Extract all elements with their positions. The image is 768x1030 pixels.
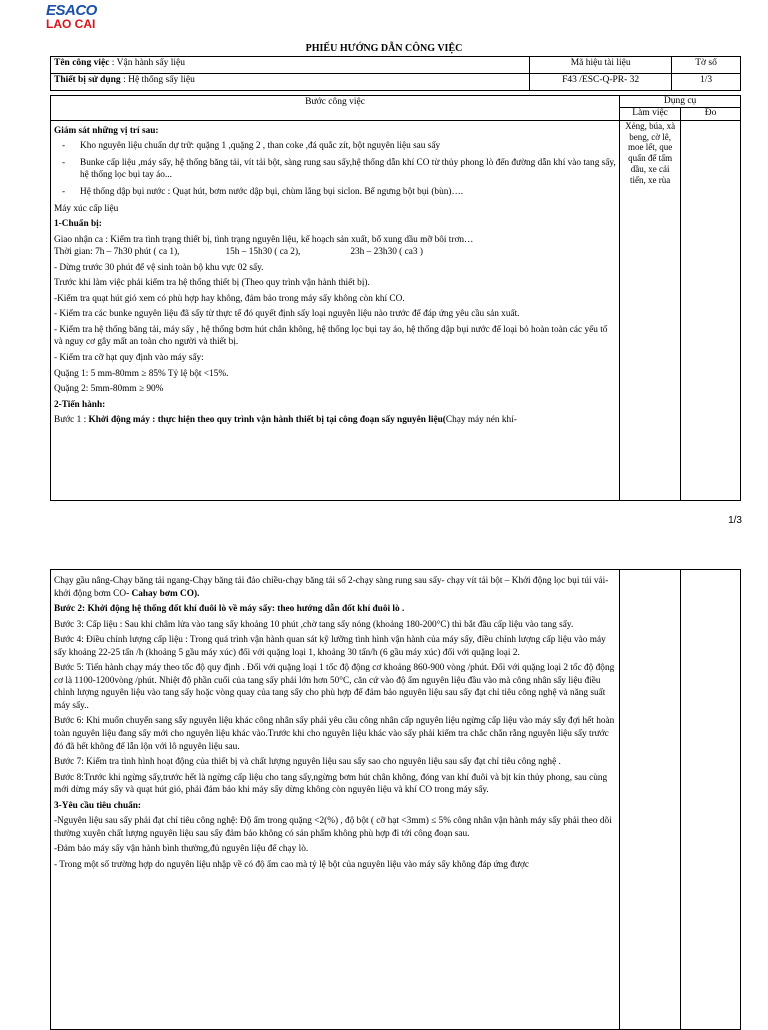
equip-value: : Hệ thống sấy liệu (123, 75, 195, 85)
document-title: PHIẾU HƯỚNG DẪN CÔNG VIỆC (305, 43, 463, 54)
doc-code-value: F43 /ESC-Q-PR- 32 (530, 74, 672, 91)
stop-text: - Dừng trước 30 phút để vệ sinh toàn bộ khu vực 02 sấy. (54, 262, 264, 273)
monitor-item: - Hệ thống dập bụi nước : Quạt hút, bơm nước dập bụi, chùm lắng bụi siclon. Bể ngưng bột bụi (bùn)…. (76, 186, 616, 199)
handover-text: Giao nhận ca : Kiểm tra tình trạng thiết bị, tình trạng nguyên liệu, kế hoạch sản xuất, bổ xung dầu mỡ bôi trơn… (54, 234, 474, 245)
doc-code-label: Mã hiệu tài liệu (530, 57, 672, 74)
time-shift-2: 15h – 15h30 ( ca 2), (225, 247, 301, 258)
monitor-item: - Kho nguyên liệu chuẩn dự trữ: quặng 1 ,quặng 2 , than coke ,đá quắc zít, bột nguyên liệu sau sấy (76, 140, 616, 153)
tools-header: Dụng cụ (620, 96, 741, 108)
step2-text: Bước 2: Khởi động hệ thống đốt khí đuôi lò về máy sấy: theo hướng dẫn đốt khí đuôi lò . (54, 604, 405, 615)
step5-text: Bước 5: Tiến hành chạy máy theo tốc độ quy định . Đối với quặng loại 1 tốc độ động cơ khoảng 860-900 vòng /phút. Đối với quặng loại 2 tốc độ động cơ là 1100-1200vòng /phút. Nhiệt độ phần cuối của tang sấy phải lớn hơn 50°C, căn cứ vào độ ẩm nguyên liệu đầu vào mà công nhân sấy liệu điều chỉnh lượng nguyên liệu vào tang sấy hoặc vòng quay của tang sấy cho phù hợp để đảm bảo nguyên liệu sau sấy đạt chỉ tiêu công nghệ và năng suất máy sấy.. (54, 663, 615, 711)
requirement-3: - Trong một số trường hợp do nguyên liệu nhập về có độ ẩm cao mà tỷ lệ bột của nguyên liệu vào máy sấy không đáp ứng được (54, 859, 529, 870)
monitor-title: Giám sát những vị trí sau: (54, 125, 159, 136)
ore1-spec: Quặng 1: 5 mm-80mm ≥ 85% Tỷ lệ bột <15%. (54, 368, 229, 379)
time-shift-1: Thời gian: 7h – 7h30 phút ( ca 1), (54, 247, 180, 258)
work-tools-cell-page2 (620, 570, 681, 1030)
steps-content (51, 120, 620, 500)
step1-text (54, 414, 616, 427)
job-cell (51, 57, 530, 74)
sheet-value: 1/3 (672, 74, 741, 91)
step7-text: Bước 7: Kiểm tra tình hình hoạt động của thiết bị và chất lượng nguyên liệu sau sấy sao cho nguyên liệu sau sấy đạt chỉ tiêu công nghệ . (54, 757, 561, 768)
step1-bold: Khởi động máy : thực hiện theo quy trình vận hành thiết bị tại công đoạn sấy nguyên liệu( (88, 415, 446, 426)
work-tools-list: Xẻng, búa, xà beng, cờ lê, moe lết, que quấn để tấm dầu, xe cải tiến, xe rùa (620, 120, 681, 500)
job-label: Tên công việc (54, 58, 110, 68)
step1-prefix: Bước 1 : (54, 415, 89, 426)
measure-tools-header: Đo (681, 108, 741, 120)
before-text: Trước khi làm việc phải kiểm tra hệ thống thiết bị (Theo quy trình vận hành thiết bị). (54, 278, 370, 289)
step4-text: Bước 4: Điều chỉnh lượng cấp liệu : Trong quá trình vận hành quan sát kỹ lưỡng tình hình vận hành của máy sấy, điều chỉnh lượng cấp liệu vào máy sấy khoảng 22-25 tấn /h (khoảng 5 gầu máy xúc) đối với quặng loại 1, khoảng 30 tấn/h (6 gầu máy xúc) đối với quặng loại 2. (54, 635, 606, 658)
step1-continued (54, 575, 616, 600)
sheet-label: Tờ số (672, 57, 741, 74)
step3-text: Bước 3: Cấp liệu : Sau khi châm lửa vào tang sấy khoảng 10 phút ,chờ tang sấy nóng (khoảng 180-200°C) thì bắt đầu cấp liệu vào tang sấy. (54, 619, 574, 630)
equip-label: Thiết bị sử dụng (54, 75, 121, 85)
step6-text: Bước 6: Khi muốn chuyển sang sấy nguyên liệu khác công nhân sấy phải yêu cầu công nhân cấp nguyên liệu ngừng cấp liệu vào máy sấy đợi hết hoàn toàn nguyên liệu đang sấy mới cho nguyên liệu khác vào.Trước khi cho nguyên liệu khác vào sấy phải kiểm tra chắc chắn rằng nguyên liệu sấy trước đó đã hết không để lẫn lộn với lô nguyên liệu sau. (54, 716, 615, 752)
requirement-2: -Đảm bảo máy sấy vận hành bình thường,đủ nguyên liệu để chạy lò. (54, 844, 309, 855)
prep-title: 1-Chuẩn bị: (54, 219, 102, 230)
step8-text: Bước 8:Trước khi ngừng sấy,trước hết là ngừng cấp liệu cho tang sấy,ngừng bơm hút chân không, đóng van khí đuôi và bịt kín thủy phong, sau cùng mới dừng máy sấy và quạt hút gió, phải đảm bảo khi máy sấy dừng không còn nguyên liệu và khí CO trong máy sấy. (54, 772, 608, 796)
check-system-text: - Kiểm tra hệ thống băng tải, máy sấy , hệ thống bơm hút chân không, hệ thống lọc bụi tay áo, hệ thống dập bụi nước để loại bỏ hoàn toàn các yếu tố và nguy cơ gây mất an toàn cho người và thiết bị. (54, 324, 608, 348)
company-logo (46, 4, 118, 31)
work-tools-header: Làm việc (620, 108, 681, 120)
check-bunker-text: - Kiểm tra các bunke nguyên liệu đã sấy từ thực tế đó quyết định sấy loại nguyên liệu nào trước để đáp ứng yêu cầu sản xuất. (54, 309, 520, 320)
exec-title: 2-Tiến hành: (54, 399, 106, 410)
page-number: 1/3 (728, 515, 742, 526)
step1-continued-text: Chạy gầu nâng-Chạy băng tải ngang-Chạy băng tải đảo chiều-chạy băng tải số 2-chạy sàng rung sau sấy- chạy vít tải bột – Khởi động lọc bụi túi vải- khởi động bơm CO (54, 576, 609, 599)
time-row (54, 246, 616, 259)
requirements-title: 3-Yêu cầu tiêu chuẩn: (54, 800, 142, 811)
work-steps-table-page2 (50, 569, 741, 1030)
measure-tools-cell-page2 (681, 570, 741, 1030)
steps-header: Bước công việc (51, 96, 620, 121)
logo-line-1: ESACO (46, 2, 97, 19)
time-shift-3: 23h – 23h30 ( ca3 ) (350, 247, 423, 258)
requirement-1: -Nguyên liệu sau sấy phải đạt chỉ tiêu công nghệ: Độ ẩm trong quặng <2(%) , độ bột ( cỡ hạt <3mm) ≤ 5% công nhân vận hành máy sấy phải theo dõi thường xuyên chất lượng nguyên liệu sau sấy đảm bảo không có sản phẩm không phù hợp đi tới công đoạn sau. (54, 816, 612, 839)
job-value: : Vận hành sấy liệu (111, 58, 185, 68)
check-size-text: - Kiểm tra cỡ hạt quy định vào máy sấy: (54, 352, 204, 363)
logo-line-2: LAO CAI (46, 17, 96, 31)
steps-content-page2 (51, 570, 620, 1030)
check-fan-text: -Kiểm tra quạt hút gió xem có phù hợp hay không, đảm bảo trong máy sấy không còn khí CO. (54, 293, 405, 304)
step1-continued-tail: - Cahay bơm CO). (126, 588, 200, 599)
work-steps-table (50, 95, 741, 501)
measure-tools-cell (681, 120, 741, 500)
monitor-list (54, 140, 616, 198)
loader-text: Máy xúc cấp liệu (54, 203, 119, 214)
monitor-item: - Bunke cấp liệu ,máy sấy, hệ thống băng tải, vít tải bột, sàng rung sau sấy,hệ thống dẫn khí CO từ thủy phong lò đến đường dẫn khí vào tang sấy, hệ thống lọc bụi tay áo... (76, 157, 616, 182)
step1-rest: Chạy máy nén khí- (445, 415, 517, 426)
equip-cell (51, 74, 530, 91)
ore2-spec: Quặng 2: 5mm-80mm ≥ 90% (54, 384, 164, 395)
header-table (50, 56, 741, 91)
